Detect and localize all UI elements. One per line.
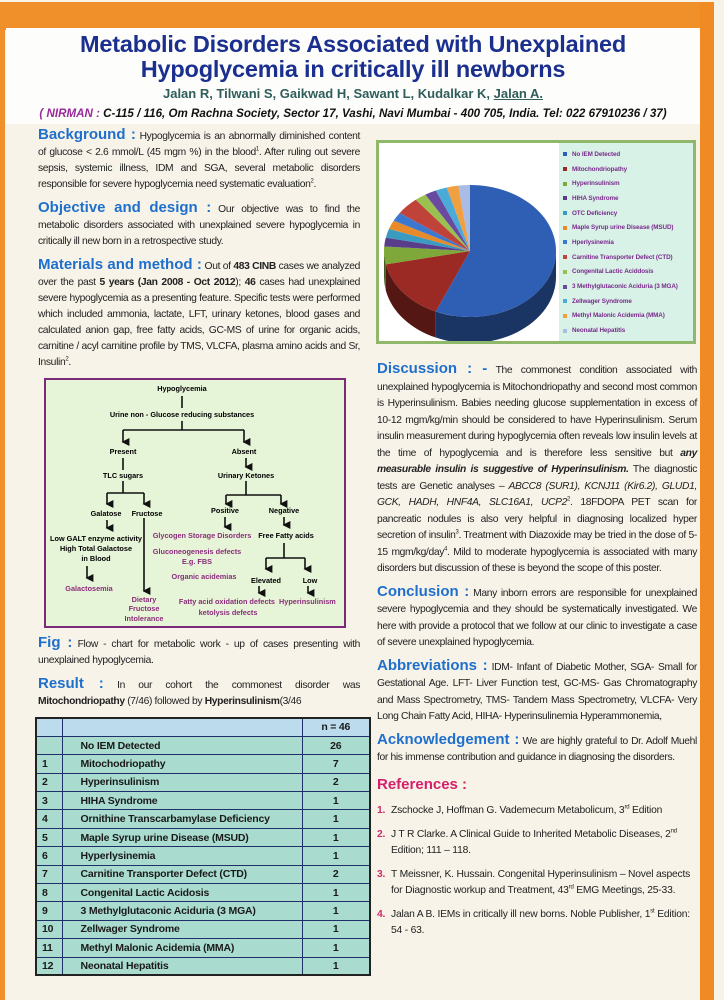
text-segment: Flow - chart for metabolic work - up of cases presenting with unexplained hypoglycemia. — [38, 639, 361, 666]
text-segment: 2 — [310, 178, 314, 185]
case-count: 26 — [302, 736, 370, 754]
legend-item — [559, 309, 693, 324]
node-galt: High Total Galactose — [59, 544, 133, 553]
legend-label: Hperlysinemia — [572, 238, 614, 246]
text-segment: Zschocke J, Hoffman G. Vademecum Metabolicum, 3 — [391, 804, 625, 816]
legend-swatch — [563, 255, 567, 259]
text-segment: Our objective was to find the metabolic disorders associated with unexplained severe hypoglycemia in critically ill new born in a retrospective study. — [38, 204, 360, 247]
node-elevated: Elevated — [250, 576, 282, 585]
text-segment: EMG Meetings, 25-33. — [573, 884, 676, 896]
case-count: 1 — [302, 810, 370, 828]
text-segment: 483 CINB — [233, 261, 276, 272]
legend-label: Maple Syrup urine Disease (MSUD) — [572, 224, 674, 232]
text-segment: Edition: 54 - 63. — [391, 908, 690, 936]
text-segment: The commonest condition associated with unexplained hypoglycemia is Mitochondriopathy and second most common is Hyperinsulinism. Babies needing glucose supplementation in excess of 10-12 mgm/kg/min should be considered to have Hyperinsulinism. Serum insulin measurement during hypoglycemia often reveals low insulin levels at the time of hypoglycemia and is therefore less sensitive but — [377, 365, 697, 459]
results-table — [35, 717, 371, 976]
result-glycogen: Glycogen Storage Disorders — [152, 531, 252, 540]
pie-chart — [376, 140, 696, 344]
row-number: 4 — [36, 810, 62, 828]
poster-title — [6, 28, 700, 82]
acknowledgement-section — [377, 732, 697, 767]
node-absent: Absent — [231, 447, 257, 456]
node-hypoglycemia: Hypoglycemia — [157, 384, 207, 393]
legend-item — [559, 147, 693, 162]
text-segment: Hypoglycemia is an abnormally diminished content of glucose < 2.6 mmol/L (45 mgm %) in the blood — [38, 131, 360, 158]
table-row — [36, 773, 370, 791]
result-organic-acidemias: Organic acidemias — [171, 572, 237, 581]
case-count: 2 — [302, 865, 370, 883]
legend-swatch — [563, 240, 567, 244]
legend-swatch — [563, 152, 567, 156]
row-number: 8 — [36, 884, 62, 902]
node-positive: Positive — [211, 506, 239, 515]
legend-label: Neonatal Hepatitis — [572, 327, 626, 335]
row-number — [36, 736, 62, 754]
title-line: Metabolic Disorders Associated with Unexplained — [79, 31, 627, 57]
table-header-count: n = 46 — [302, 718, 370, 736]
pie-legend — [559, 143, 693, 341]
legend-swatch — [563, 329, 567, 333]
text-segment: T Meissner, K. Hussain. Congenital Hyperinsulinism – Novel aspects for Diagnostic workup and Treatment, 43 — [391, 868, 691, 896]
legend-swatch — [563, 285, 567, 289]
flowchart — [44, 378, 346, 628]
row-number: 10 — [36, 920, 62, 938]
reference-number: 3. — [377, 868, 386, 880]
text-segment: rd — [624, 804, 630, 811]
reference-item — [377, 907, 697, 939]
table-row — [36, 828, 370, 846]
result-hfi: Dietary — [131, 595, 157, 604]
text-segment: (7/46) followed by — [124, 696, 205, 707]
case-count: 1 — [302, 884, 370, 902]
text-segment: . — [68, 357, 71, 368]
node-present: Present — [109, 447, 137, 456]
legend-item — [559, 191, 693, 206]
legend-label: Hyperinsulinism — [572, 180, 620, 188]
legend-item — [559, 176, 693, 191]
disorder-name: Maple Syrup urine Disease (MSUD) — [62, 828, 302, 846]
legend-label: Methyl Malonic Acidemia (MMA) — [572, 312, 665, 320]
table-header-row — [36, 718, 370, 736]
text-segment: . Mild to moderate hypoglycemia is associated with many disorders but discussion of these is beyond the scope of this poster. — [377, 546, 697, 574]
references-heading: References : — [377, 775, 468, 793]
reference-item — [377, 827, 697, 859]
legend-label: OTC Deficiency — [572, 209, 618, 217]
text-segment: Jalan A B. IEMs in critically ill new borns. Noble Publisher, 1 — [391, 908, 651, 920]
fig-caption — [38, 635, 360, 669]
right-column — [377, 361, 697, 939]
text-segment: (3/46 — [279, 696, 302, 707]
case-count: 1 — [302, 792, 370, 810]
legend-label: No IEM Detected — [572, 150, 621, 158]
disorder-name: Zellwager Syndrome — [62, 920, 302, 938]
text-segment: 3 — [455, 529, 459, 536]
authors — [6, 86, 700, 102]
node-free-fatty-acids: Free Fatty acids — [258, 531, 314, 540]
case-count: 7 — [302, 755, 370, 773]
discussion-section — [377, 361, 697, 578]
text-segment: Mitochondriopathy — [38, 696, 125, 707]
presenting-author: Jalan A. — [493, 86, 543, 101]
address — [6, 106, 700, 121]
text-segment: IDM- Infant of Diabetic Mother, SGA- Small for Gestational Age. LFT- Liver Function test, GC-MS- Gas Chromatography and Mass Spectrometry, TMS- Tandem Mass Spectrometry, VLCFA- Very Long Chain Fatty Acid, HIHA- Hyperinsulinemia Hyperammonemia, — [377, 661, 697, 722]
legend-label: Zellwager Syndrome — [572, 297, 632, 305]
table-row — [36, 884, 370, 902]
case-count: 1 — [302, 920, 370, 938]
legend-swatch — [563, 211, 567, 215]
title-line: Hypoglycemia in critically ill newborns — [140, 56, 566, 82]
row-number: 6 — [36, 847, 62, 865]
legend-item — [559, 162, 693, 177]
table-row — [36, 939, 370, 957]
legend-item — [559, 220, 693, 235]
node-galt: in Blood — [81, 554, 111, 563]
text-segment: Many inborn errors are responsible for unexplained severe hypoglycemia and they should be systematically investigated. We here with provide a protocol that we follow at our clinic to investigate a case of severe unexplained hypoglycemia. — [377, 587, 698, 648]
disorder-name: Hyperinsulinism — [62, 773, 302, 791]
row-number: 9 — [36, 902, 62, 920]
legend-swatch — [563, 314, 567, 318]
legend-item — [559, 206, 693, 221]
node-low: Low — [302, 576, 318, 585]
reference-number: 1. — [377, 804, 386, 816]
pie-svg — [379, 143, 559, 341]
result-gluconeogenesis: E.g. FBS — [182, 557, 212, 566]
row-number: 12 — [36, 957, 62, 975]
orange-border-left — [0, 2, 5, 1000]
table-row — [36, 865, 370, 883]
legend-item — [559, 279, 693, 294]
section-heading: Objective and design : — [38, 199, 212, 216]
node-galatose: Galatose — [90, 509, 122, 518]
text-segment: any measurable insulin is suggestive of Hyperinsulinism. — [377, 447, 697, 475]
legend-swatch — [563, 182, 567, 186]
result-galactosemia: Galactosemia — [65, 584, 113, 593]
disorder-name: 3 Methylglutaconic Aciduria (3 MGA) — [62, 902, 302, 920]
reference-item — [377, 803, 697, 819]
section-heading: Acknowledgement : — [377, 730, 520, 748]
author-list: Jalan R, Tilwani S, Gaikwad H, Sawant L, Kudalkar K, — [162, 86, 494, 101]
result-fao: Fatty acid oxidation defects — [178, 597, 275, 606]
disorder-name: Ornithine Transcarbamylase Deficiency — [62, 810, 302, 828]
section-heading: Abbreviations : — [377, 656, 488, 674]
text-segment: ABCC8 (SUR1), KCNJ11 (Kir6.2), GLUD1, GCK, HADH, HNF4A, SLC16A1, UCP2 — [377, 480, 697, 508]
node-fructose: Fructose — [131, 509, 163, 518]
table-row — [36, 736, 370, 754]
legend-item — [559, 250, 693, 265]
legend-swatch — [563, 270, 567, 274]
case-count: 2 — [302, 773, 370, 791]
row-number: 11 — [36, 939, 62, 957]
legend-item — [559, 265, 693, 280]
table-row — [36, 957, 370, 975]
result-fao: ketolysis defects — [198, 608, 258, 617]
node-negative: Negative — [268, 506, 300, 515]
legend-swatch — [563, 226, 567, 230]
table-row — [36, 902, 370, 920]
conclusion-section — [377, 584, 697, 652]
objective-section — [38, 200, 360, 250]
result-section — [38, 676, 360, 710]
node-tlc-sugars: TLC sugars — [102, 471, 144, 480]
disorder-name: Hyperlysinemia — [62, 847, 302, 865]
section-heading: Conclusion : — [377, 582, 470, 600]
text-segment: 4 — [444, 546, 448, 553]
row-number: 3 — [36, 792, 62, 810]
case-count: 1 — [302, 847, 370, 865]
section-body — [38, 639, 360, 666]
text-segment: cases we analyzed over the past — [38, 261, 361, 288]
text-segment: 46 — [244, 277, 256, 288]
section-heading: Discussion : - — [377, 360, 488, 377]
text-segment: 2 — [567, 496, 571, 503]
node-urine: Urine non - Glucose reducing substances — [109, 410, 255, 419]
text-segment: . 18FDOPA PET scan for pancreatic nodules is also very helpful in diagnosing localized hyper secretion of insulin — [377, 497, 697, 541]
section-heading: Background : — [38, 126, 136, 143]
legend-item — [559, 235, 693, 250]
row-number: 5 — [36, 828, 62, 846]
legend-label: Mitochondriopathy — [572, 165, 627, 173]
legend-swatch — [563, 167, 567, 171]
text-segment: Hyperinsulinism — [204, 696, 280, 707]
legend-label: 3 Methylglutaconic Aciduria (3 MGA) — [572, 283, 678, 291]
legend-label: HIHA Syndrome — [572, 194, 619, 202]
table-row — [36, 810, 370, 828]
text-segment: cases had unexplained severe hypoglycemia as a presenting feature. Specific tests were performed which included ammonia, lactate, LFT, urinary ketones, blood gases and calculated anion gap, free fatty acids, GC-MS of urine for organic acids, carnitine / acyl carnitine profile by TMS, VLCFA, plasma amino acids and Sr, Insulin — [38, 277, 360, 368]
disorder-name: Carnitine Transporter Defect (CTD) — [62, 865, 302, 883]
disorder-name: Mitochodriopathy — [62, 755, 302, 773]
case-count: 1 — [302, 902, 370, 920]
legend-swatch — [563, 299, 567, 303]
node-galt: Low GALT enzyme activity — [50, 534, 142, 543]
table-row — [36, 847, 370, 865]
text-segment: st — [650, 908, 655, 915]
section-heading: Result : — [38, 675, 104, 692]
text-segment: rd — [568, 884, 574, 891]
background-section — [38, 127, 360, 193]
text-segment: ); — [235, 277, 245, 288]
legend-item — [559, 323, 693, 338]
table-row — [36, 792, 370, 810]
node-urinary-ketones: Urinary Ketones — [217, 471, 275, 480]
disorder-name: Methyl Malonic Acidemia (MMA) — [62, 939, 302, 957]
row-number: 1 — [36, 755, 62, 773]
text-segment: 1 — [255, 146, 259, 153]
section-heading: Fig : — [38, 634, 73, 651]
reference-number: 4. — [377, 908, 386, 920]
text-segment: . Treatment with Diazoxide may be tried in the dose of 5-15 mgm/kg/day — [377, 530, 697, 558]
materials-section — [38, 257, 360, 371]
text-segment: The diagnostic tests are Genetic analyses – — [377, 464, 697, 492]
text-segment: . After ruling out severe sepsis, systemic illness, IDM and SGA, several metabolic disorders responsible for severe hypoglycemia need systematic evaluation — [38, 147, 360, 190]
result-hfi: Fructose — [128, 604, 160, 613]
section-heading: Materials and method : — [38, 256, 202, 273]
legend-swatch — [563, 196, 567, 200]
text-segment: 5 years (Jan 2008 - Oct 2012 — [99, 277, 236, 288]
legend-item — [559, 294, 693, 309]
text-segment: We are highly grateful to Dr. Adolf Muehl for his immense contribution and guidance in diagnosing the disorders. — [377, 735, 697, 763]
section-body — [377, 365, 697, 574]
text-segment: J T R Clarke. A Clinical Guide to Inherited Metabolic Diseases, 2 — [391, 828, 671, 840]
text-segment: . — [313, 179, 317, 190]
case-count: 1 — [302, 939, 370, 957]
case-count: 1 — [302, 957, 370, 975]
legend-label: Carnitine Transporter Defect (CTD) — [572, 253, 673, 261]
table-row — [36, 755, 370, 773]
disorder-name: HIHA Syndrome — [62, 792, 302, 810]
text-segment: Out of — [201, 261, 234, 272]
left-column — [38, 127, 360, 976]
legend-label: Congenital Lactic Aciddosis — [572, 268, 654, 276]
result-gluconeogenesis: Gluconeogenesis defects — [152, 547, 242, 556]
orange-border-right — [700, 2, 714, 1000]
row-number: 2 — [36, 773, 62, 791]
case-count: 1 — [302, 828, 370, 846]
organization: ( NIRMAN : — [39, 107, 100, 120]
result-hfi: Intolerance — [124, 614, 164, 623]
address-text: C-115 / 116, Om Rachna Society, Sector 17, Vashi, Navi Mumbai - 400 705, India. Tel: 022 67910236 / 37) — [99, 107, 667, 120]
result-hyperinsulinism: Hyperinsulinism — [279, 597, 336, 606]
disorder-name: Neonatal Hepatitis — [62, 957, 302, 975]
disorder-name: No IEM Detected — [62, 736, 302, 754]
text-segment: In our cohort the commonest disorder was — [103, 680, 360, 691]
text-segment: Edition — [629, 804, 663, 816]
section-body — [38, 261, 360, 368]
text-segment: nd — [670, 828, 677, 835]
orange-border-top — [0, 2, 712, 30]
text-segment: Edition; 111 – 118. — [391, 844, 471, 856]
text-segment: 2 — [65, 356, 69, 363]
reference-number: 2. — [377, 828, 386, 840]
title-box — [6, 28, 700, 124]
table-row — [36, 920, 370, 938]
row-number: 7 — [36, 865, 62, 883]
reference-item — [377, 867, 697, 899]
abbreviations-section — [377, 658, 697, 726]
disorder-name: Congenital Lactic Acidosis — [62, 884, 302, 902]
